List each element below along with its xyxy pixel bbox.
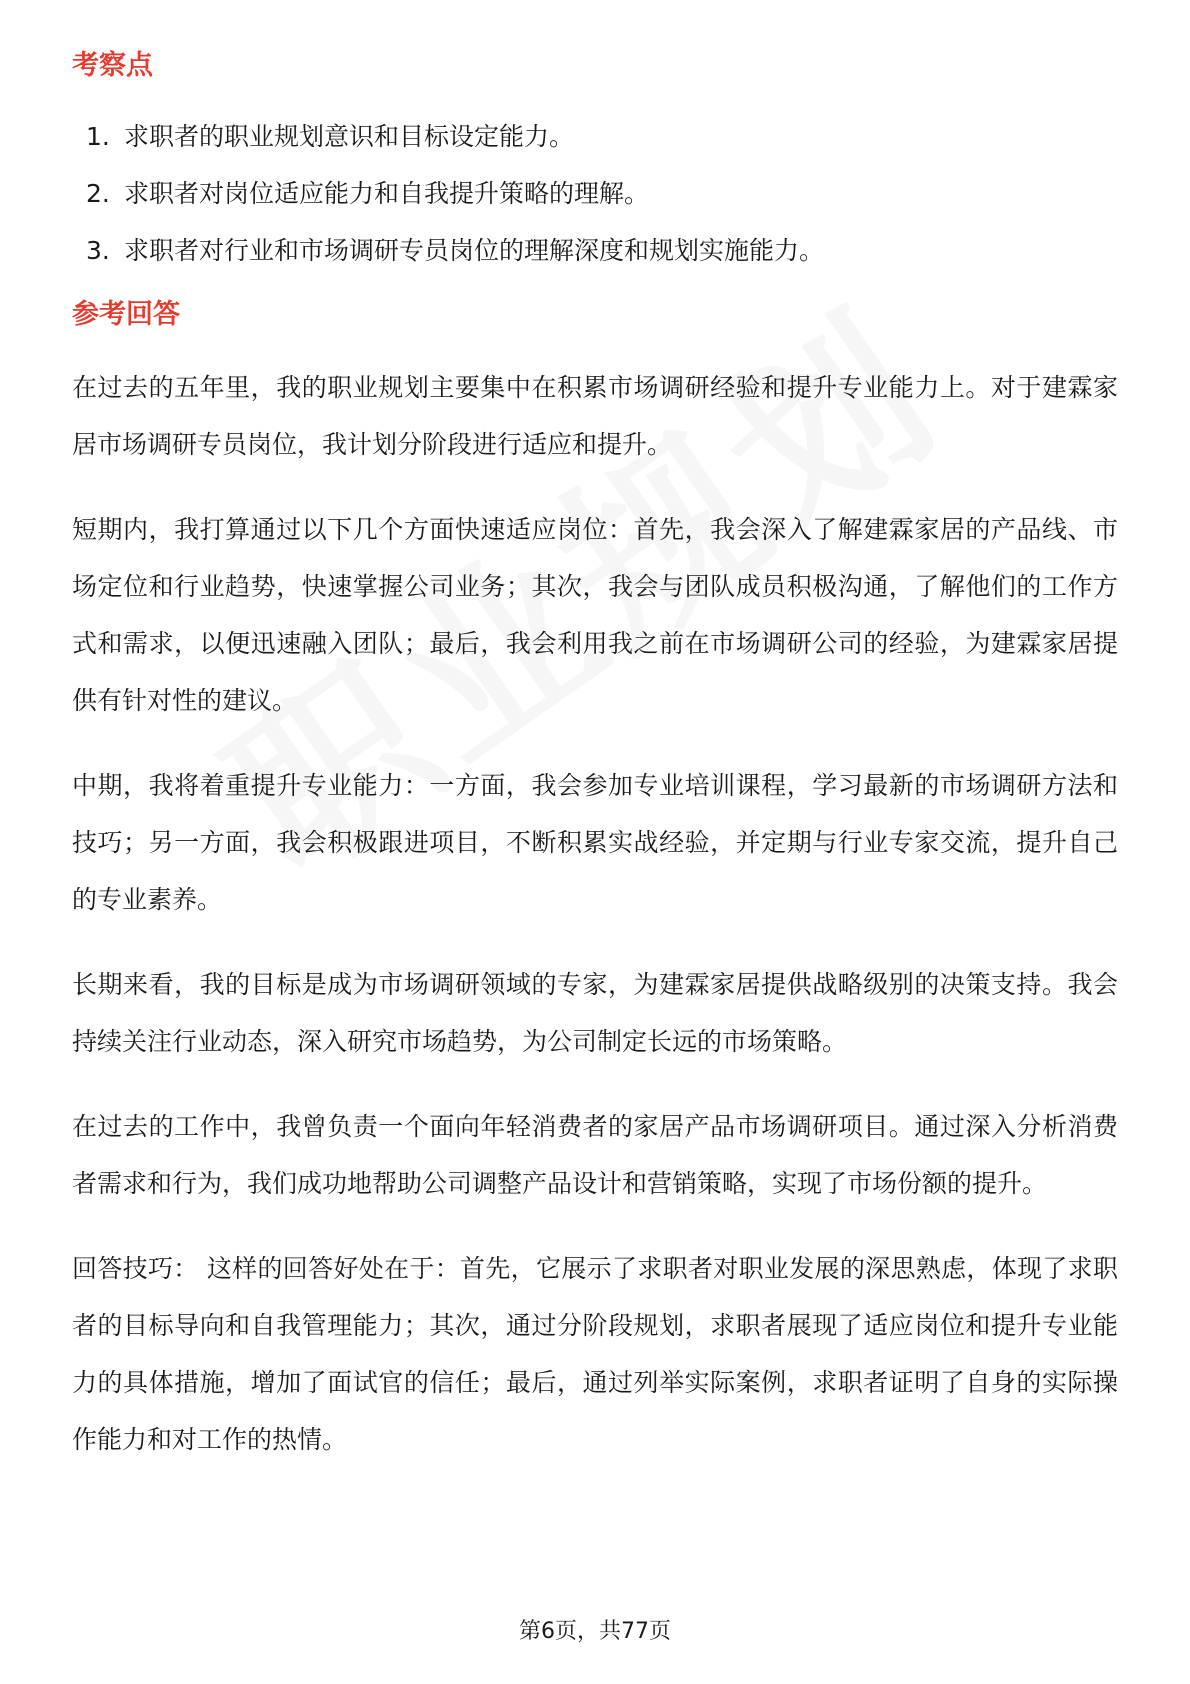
list-item-number: 3.: [86, 236, 110, 265]
answer-paragraph: 在过去的五年里，我的职业规划主要集中在积累市场调研经验和提升专业能力上。对于建霖家居市场调研专员岗位，我计划分阶段进行适应和提升。: [72, 373, 1118, 459]
answer-paragraph: 中期，我将着重提升专业能力：一方面，我会参加专业培训课程，学习最新的市场调研方法和技巧；另一方面，我会积极跟进项目，不断积累实战经验，并定期与行业专家交流，提升自己的专业素养。: [72, 771, 1118, 914]
page-number: 第6页，共77页: [519, 1619, 671, 1644]
points-list: [72, 108, 1118, 279]
answer-heading: 参考回答: [72, 299, 180, 330]
list-item: [72, 165, 1118, 222]
points-heading: 考察点: [72, 50, 153, 81]
answer-tips-paragraph: 回答技巧： 这样的回答好处在于：首先，它展示了求职者对职业发展的深思熟虑，体现了求职者的目标导向和自我管理能力；其次，通过分阶段规划，求职者展现了适应岗位和提升专业能力的具体措施，增加了面试官的信任；最后，通过列举实际案例，求职者证明了自身的实际操作能力和对工作的热情。: [72, 1254, 1118, 1454]
answer-paragraph: 长期来看，我的目标是成为市场调研领域的专家，为建霖家居提供战略级别的决策支持。我会持续关注行业动态，深入研究市场趋势，为公司制定长远的市场策略。: [72, 970, 1118, 1056]
list-item-number: 1.: [86, 122, 110, 151]
list-item: [72, 222, 1118, 279]
list-item-text: 求职者对行业和市场调研专员岗位的理解深度和规划实施能力。: [124, 236, 825, 265]
list-item-text: 求职者对岗位适应能力和自我提升策略的理解。: [124, 179, 650, 208]
list-item-number: 2.: [86, 179, 110, 208]
list-item-text: 求职者的职业规划意识和目标设定能力。: [124, 122, 575, 151]
main-content: [72, 46, 1118, 1496]
answer-paragraph: 短期内，我打算通过以下几个方面快速适应岗位：首先，我会深入了解建霖家居的产品线、市场定位和行业趋势，快速掌握公司业务；其次，我会与团队成员积极沟通，了解他们的工作方式和需求，以便迅速融入团队；最后，我会利用我之前在市场调研公司的经验，为建霖家居提供有针对性的建议。: [72, 515, 1118, 715]
answer-paragraph: 在过去的工作中，我曾负责一个面向年轻消费者的家居产品市场调研项目。通过深入分析消费者需求和行为，我们成功地帮助公司调整产品设计和营销策略，实现了市场份额的提升。: [72, 1112, 1118, 1198]
list-item: [72, 108, 1118, 165]
